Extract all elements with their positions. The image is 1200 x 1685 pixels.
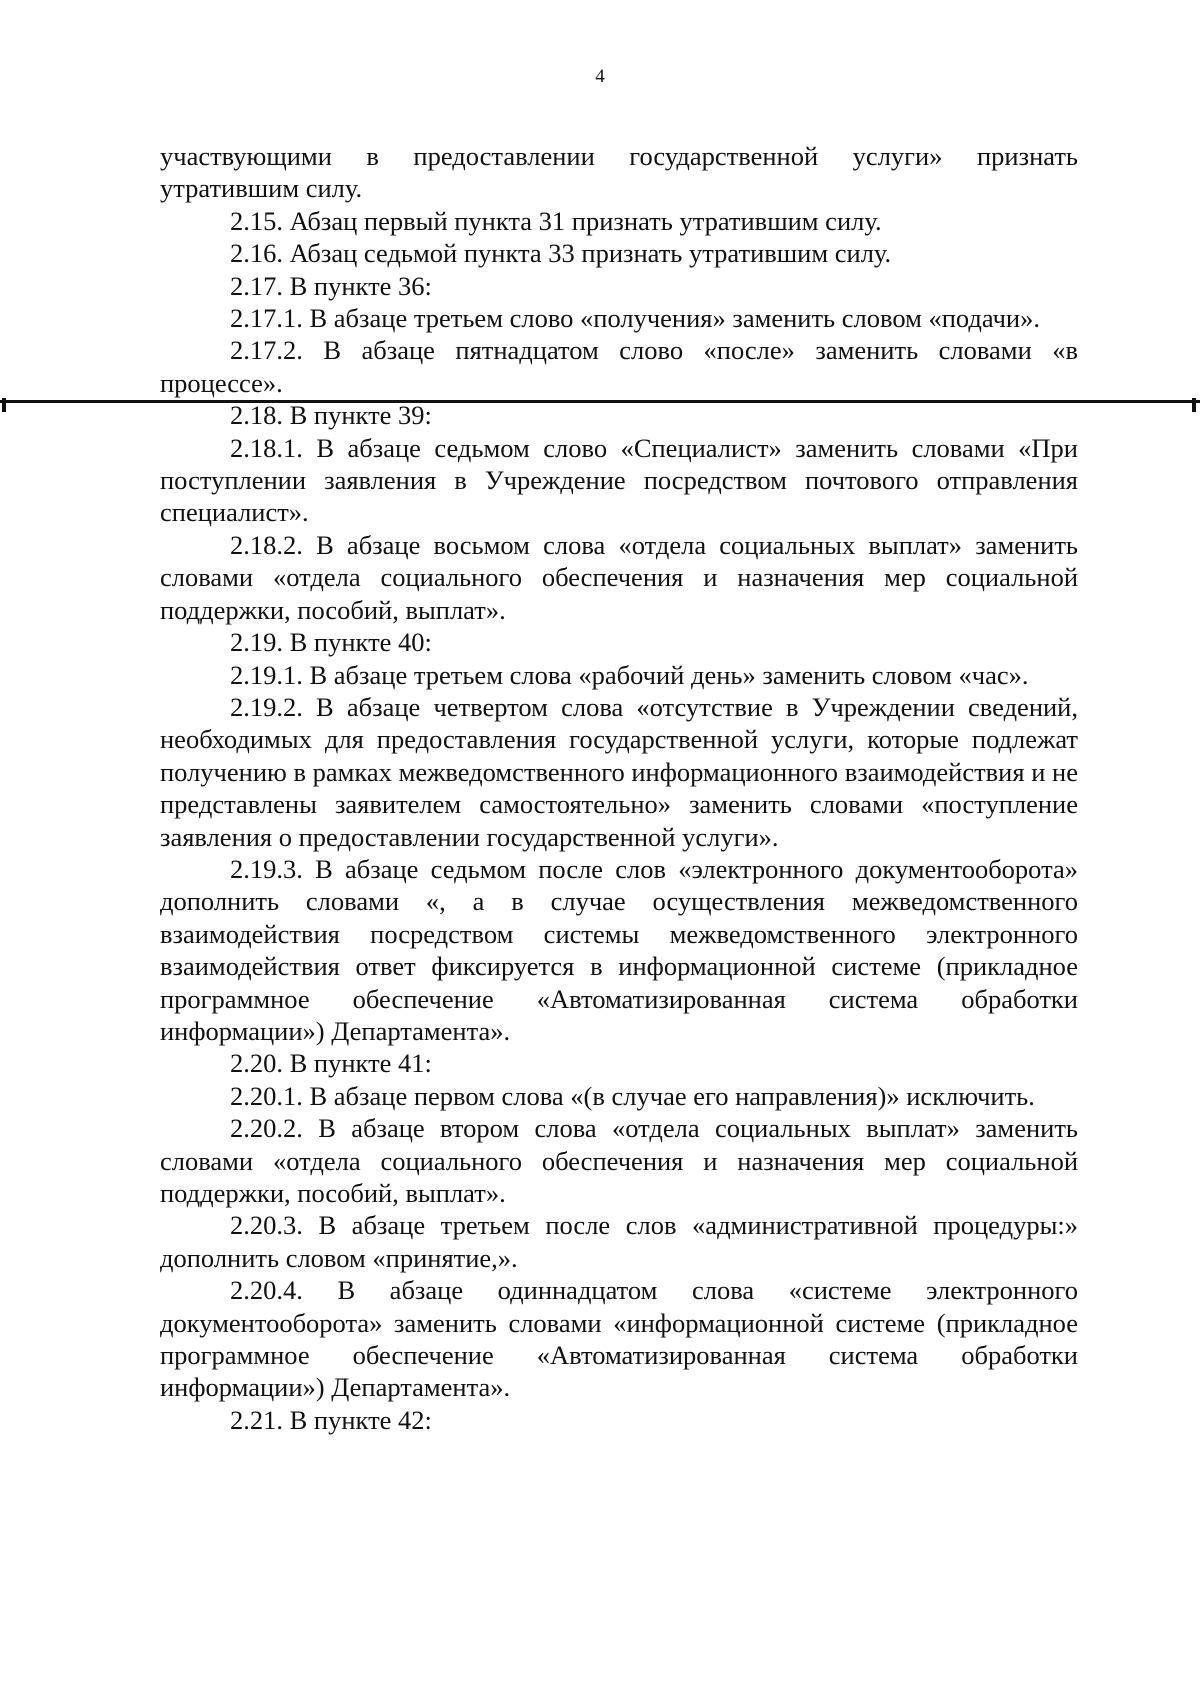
paragraph-2-19-1: 2.19.1. В абзаце третьем слова «рабочий день» заменить словом «час». bbox=[230, 659, 1029, 690]
paragraph-2-18: 2.18. В пункте 39: bbox=[230, 400, 432, 431]
paragraph-2-20: 2.20. В пункте 41: bbox=[230, 1048, 432, 1079]
paragraph-2-20-1: 2.20.1. В абзаце первом слова «(в случае его направления)» исключить. bbox=[230, 1080, 1035, 1111]
paragraph-2-16: 2.16. Абзац седьмой пункта 33 признать утратившим силу. bbox=[230, 238, 892, 269]
paragraph-2-20-4: 2.20.4. В абзаце одиннадцатом слова «системе электронного документооборота» заменить словами «информационной системе (прикладное программное обеспечение «Автоматизированная система обработки информации») Департамента». bbox=[160, 1275, 1078, 1403]
scan-artifact-tick-right bbox=[1192, 398, 1196, 412]
paragraph-2-19-3: 2.19.3. В абзаце седьмом после слов «электронного документооборота» дополнить словами «, а в случае осуществления межведомственного взаимодействия посредством системы межведомственного электронного взаимодействия ответ фиксируется в информационной системе (прикладное программное обеспечение «Автоматизированная система обработки информации») Департамента». bbox=[160, 853, 1078, 1046]
paragraph-2-18-2: 2.18.2. В абзаце восьмом слова «отдела социальных выплат» заменить словами «отдела социального обеспечения и назначения мер социальной поддержки, пособий, выплат». bbox=[160, 529, 1078, 625]
scan-artifact-tick-left bbox=[2, 398, 6, 412]
paragraph-continuation: участвующими в предоставлении государственной услуги» признать утратившим силу. bbox=[160, 141, 1078, 204]
paragraph-2-19-2: 2.19.2. В абзаце четвертом слова «отсутствие в Учреждении сведений, необходимых для предоставления государственной услуги, которые подлежат получению в рамках межведомственного информационного взаимодействия и не представлены заявителем самостоятельно» заменить словами «поступление заявления о предоставлении государственной услуги». bbox=[160, 691, 1078, 852]
paragraph-2-17: 2.17. В пункте 36: bbox=[230, 270, 432, 301]
paragraph-2-18-1: 2.18.1. В абзаце седьмом слово «Специалист» заменить словами «При поступлении заявления в Учреждение посредством почтового отправления специалист». bbox=[160, 432, 1078, 528]
paragraph-2-17-1: 2.17.1. В абзаце третьем слово «получения» заменить словом «подачи». bbox=[230, 303, 1040, 334]
paragraph-2-15: 2.15. Абзац первый пункта 31 признать утратившим силу. bbox=[230, 205, 882, 236]
paragraph-2-19: 2.19. В пункте 40: bbox=[230, 627, 432, 658]
paragraph-2-17-2: 2.17.2. В абзаце пятнадцатом слово «после» заменить словами «в процессе». bbox=[160, 335, 1078, 398]
paragraph-2-21: 2.21. В пункте 42: bbox=[230, 1404, 432, 1435]
page-number: 4 bbox=[595, 66, 605, 87]
paragraph-2-20-3: 2.20.3. В абзаце третьем после слов «административной процедуры:» дополнить словом «принятие,». bbox=[160, 1210, 1078, 1273]
paragraph-2-20-2: 2.20.2. В абзаце втором слова «отдела социальных выплат» заменить словами «отдела социального обеспечения и назначения мер социальной поддержки, пособий, выплат». bbox=[160, 1113, 1078, 1208]
document-text bbox=[160, 140, 1078, 1436]
